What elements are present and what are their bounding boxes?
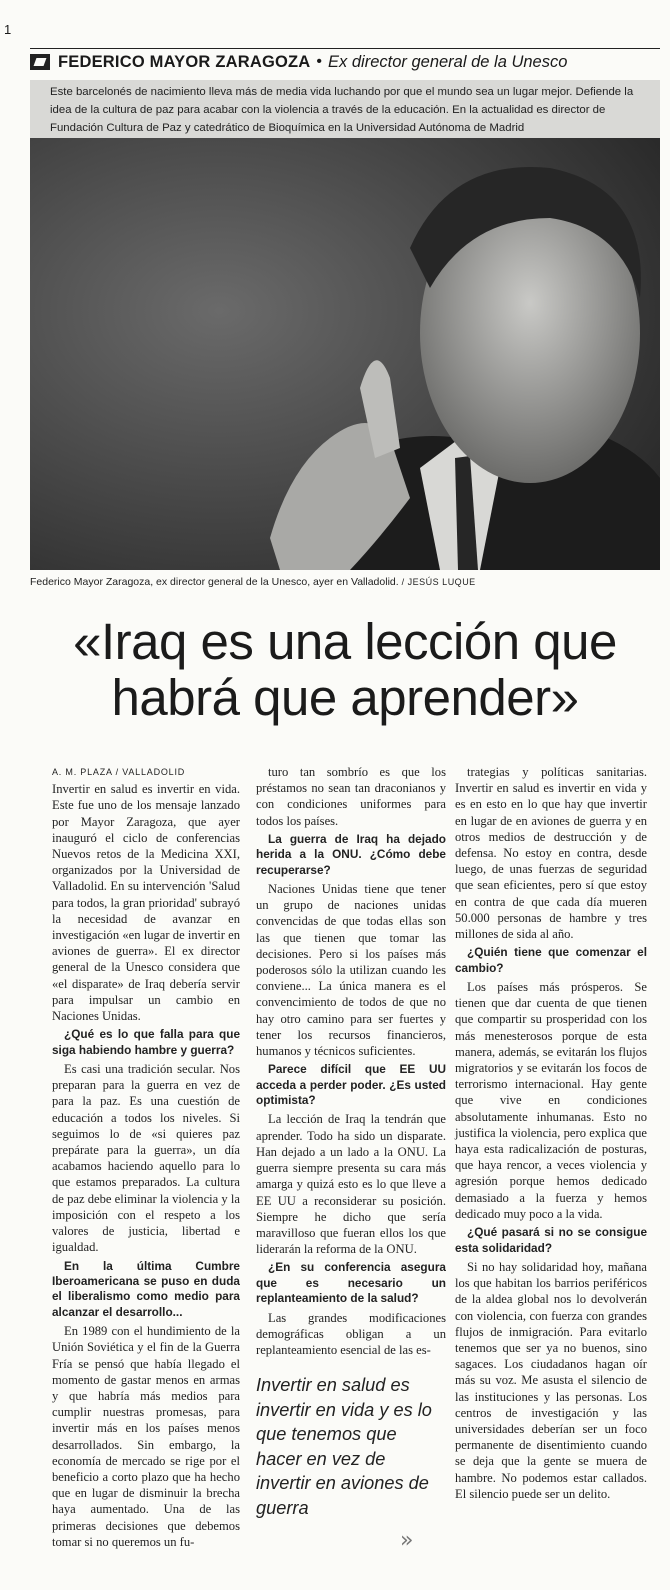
interview-header — [30, 48, 660, 75]
headline: «Iraq es una lección que habrá que aprender» — [73, 613, 617, 726]
byline: A. M. PLAZA / VALLADOLID — [52, 767, 186, 777]
column-2-body — [256, 764, 446, 1358]
article-column-1 — [52, 764, 240, 1553]
person-role: Ex director general de la Unesco — [328, 52, 568, 71]
photo-credit: / JESÚS LUQUE — [398, 577, 476, 587]
portrait-photo — [30, 138, 660, 570]
article-paragraph: Si no hay solidaridad hoy, mañana los que habitan los barrios periféricos de la aldea global nos lo devolverán con violencia, con fuerza con grandes flujos de inmigración. Para evitarlo tenemos que ser ya no buenos, sino sagaces. Los ciudadanos hagan oír más su voz. Me asusta el silencio de las instituciones y las personas. Los centros de investigación y las universidades deberían ser un foco permanente de disentimiento cuando se deja que la gente se muera de hambre. No podemos estar callados. El silencio puede ser un delito. — [455, 1259, 647, 1501]
pull-quote: Invertir en salud es invertir en vida y es lo que tenemos que hacer en vez de invertir en aviones de guerra — [256, 1375, 432, 1518]
article-paragraph: trategias y políticas sanitarias. Invertir en salud es invertir en vida y es en esto en lo que hay que invertir en lugar de en aviones de guerra y en otros medios de destrucción y de defensa. No estoy en contra, desde luego, de unas fuerzas de seguridad que sean eficientes, pero sí que estoy en contra de que cada día mueren 50.000 personas de hambre y tres millones de sida al año. — [455, 765, 647, 942]
header-separator: • — [316, 53, 323, 70]
article-paragraph: Es casi una tradición secular. Nos preparan para la guerra en vez de para la paz. Es una cuestión de educación a todos los niveles. Si seguimos lo de «si quieres paz prepárate para la guerra», un día acabamos haciendo aquello para lo que estamos preparados. La cultura de paz debe eliminar la violencia y la imposición con el respeto a los valores de justicia, libertad e igualdad. — [52, 1062, 240, 1255]
section-logo-icon — [30, 54, 50, 70]
caption-text: Federico Mayor Zaragoza, ex director general de la Unesco, ayer en Valladolid. — [30, 576, 399, 588]
interview-question: ¿Qué es lo que falla para que siga habiendo hambre y guerra? — [52, 1027, 240, 1057]
intro-box: Este barcelonés de nacimiento lleva más de media vida luchando por que el mundo sea un lugar mejor. Defiende la idea de la cultura de paz para acabar con la violencia a través de la educación. En la actualidad es director de Fundación Cultura de Paz y catedrático de Bioquímica en la Universidad Autónoma de Madrid — [30, 80, 660, 138]
portrait-illustration — [30, 138, 660, 570]
article-paragraph: Invertir en salud es invertir en vida. Este fue uno de los mensaje lanzado por Mayor Zaragoza, que ayer inauguró el ciclo de conferencias Nuevos retos de la Medicina XXI, organizados por la Universidad de Valladolid. En su intervención 'Salud para todos, la gran prioridad' subrayó la necesidad de avanzar en investigación «en lugar de invertir en aviones de guerra». El ex director general de la Unesco considera que «el disparate» de Iraq debería servir para impulsar un cambio en Naciones Unidas. — [52, 782, 240, 1024]
article-column-2 — [256, 764, 446, 1361]
article-paragraph: Las grandes modificaciones demográficas obligan a un replanteamiento esencial de las es- — [256, 1310, 446, 1357]
article-paragraph: Los países más prósperos. Se tienen que dar cuenta de que tienen que compartir su prosperidad con los más menesterosos porque de esta manera, además, se evitarán los flujos migratorios y se evitarán los focos de terrorismo internacional. Hay gente que vive en condiciones absolutamente inhumanas. Esto no justifica la violencia, pero explica que haya esta radicalización de posturas, que haya rencor, a veces violencia y agresión porque hemos dedicado demasiado a la fuerza y hemos dedicado muy poco a la vida. — [455, 980, 647, 1221]
article-column-3 — [455, 764, 647, 1505]
interview-question: En la última Cumbre Iberoamericana se puso en duda el liberalismo como medio para alcanzar el desarrollo... — [52, 1258, 240, 1319]
column-3-body — [455, 764, 647, 1502]
interview-question: La guerra de Iraq ha dejado herida a la ONU. ¿Cómo debe recuperarse? — [256, 831, 446, 877]
page-mark: 1 — [4, 22, 12, 37]
article-paragraph: La lección de Iraq la tendrán que aprender. Todo ha sido un disparate. Han dejado a un lado a la ONU. La guerra siempre presenta su cara más amarga y quizá esto es lo que lleve a EE UU a reconsiderar su posición. Siempre he dicho que sería maravilloso que fueran ellos los que liderarán la reforma de la ONU. — [256, 1112, 446, 1257]
article-paragraph: Naciones Unidas tiene que tener un grupo de naciones unidas convencidas de que todas ellas son las que tienen que tomar las decisiones. Pero si los países más poderosos sólo la utilizan cuando les conviene... La única manera es el convencimiento de todos de que no hay otro camino para ser fuertes y tener los recursos financieros, humanos y técnicos suficientes. — [256, 882, 446, 1059]
article-paragraph: En 1989 con el hundimiento de la Unión Soviética y el fin de la Guerra Fría se pensó que había llegado el momento de gastar menos en armas y que habría más medios para cumplir nuestras promesas, para invertir más en los países menos desarrollados. Sin embargo, la economía de mercado se rige por el beneficio a corto plazo que ha hecho que en lugar de disminuir la brecha haya aumentado. Una de las primeras decisiones que debemos tomar si no queremos un fu- — [52, 1324, 240, 1549]
interview-question: ¿En su conferencia asegura que es necesario un replanteamiento de la salud? — [256, 1260, 446, 1306]
photo-caption — [30, 576, 660, 588]
interview-question: Parece difícil que EE UU acceda a perder poder. ¿Es usted optimista? — [256, 1062, 446, 1108]
interview-question: ¿Quién tiene que comenzar el cambio? — [455, 945, 647, 975]
interview-question: ¿Qué pasará si no se consigue esta solidaridad? — [455, 1225, 647, 1255]
person-name: FEDERICO MAYOR ZARAGOZA — [58, 52, 311, 71]
article-paragraph: turo tan sombrío es que los préstamos no sean tan draconianos y con condiciones uniformes para todos los países. — [256, 765, 446, 828]
pull-quote-mark-icon: » — [400, 1528, 414, 1553]
column-1-body — [52, 781, 240, 1550]
